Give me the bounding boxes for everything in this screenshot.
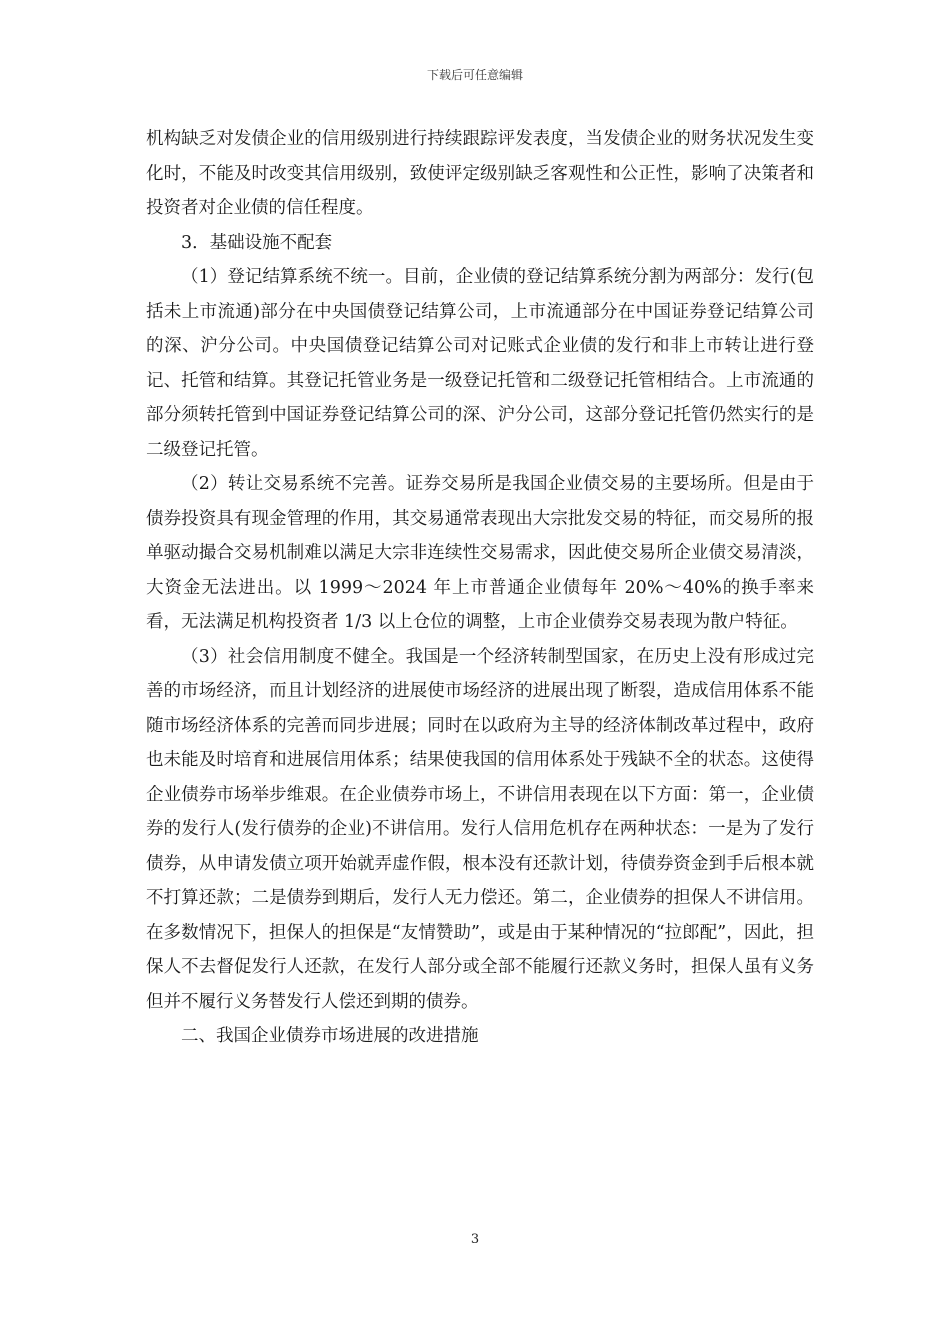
- section-heading-2: 二、我国企业债券市场进展的改进措施: [181, 1026, 479, 1046]
- paragraph-credit-system: （3）社会信用制度不健全。我国是一个经济转制型国家，在历史上没有形成过完善的市场经济，而且计划经济的进展使市场经济的进展出现了断裂，造成信用体系不能随市场经济体系的完善而同步进展；同时在以政府为主导的经济体制改革过程中，政府也未能及时培育和进展信用体系；结果使我国的信用体系处于残缺不全的状态。这使得企业债券市场举步维艰。在企业债券市场上，不讲信用表现在以下方面：第一，企业债券的发行人(发行债券的企业)不讲信用。发行人信用危机存在两种状态：一是为了发行债券，从申请发债立项开始就弄虚作假，根本没有还款计划，待债券资金到手后根本就不打算还款；二是债券到期后，发行人无力偿还。第二，企业债券的担保人不讲信用。在多数情况下，担保人的担保是“友情赞助”，或是由于某种情况的“拉郎配”，因此，担保人不去督促发行人还款，在发行人部分或全部不能履行还款义务时，担保人虽有义务但并不履行义务替发行人偿还到期的债券。: [146, 646, 814, 1012]
- paragraph-trading-system: （2）转让交易系统不完善。证券交易所是我国企业债交易的主要场所。但是由于债券投资具有现金管理的作用，其交易通常表现出大宗批发交易的特征，而交易所的报单驱动撮合交易机制难以满足大宗非连续性交易需求，因此使交易所企业债交易清淡，大资金无法进出。以 1999～2024 年上市普通企业债每年 20%～40%的换手率来看，无法满足机构投资者 1/3 以上仓位的调整，上市企业债券交易表现为散户特征。: [146, 474, 814, 632]
- paragraph-continued: 机构缺乏对发债企业的信用级别进行持续跟踪评发表度，当发债企业的财务状况发生变化时，不能及时改变其信用级别，致使评定级别缺乏客观性和公正性，影响了决策者和投资者对企业债的信任程度。: [146, 129, 814, 218]
- page-number: 3: [470, 1232, 480, 1247]
- section-heading-3: 3．基础设施不配套: [181, 232, 333, 253]
- page-header: 下载后可任意编辑: [426, 68, 523, 82]
- document-body: [146, 122, 814, 1054]
- paragraph-registration-settlement: （1）登记结算系统不统一。目前，企业债的登记结算系统分割为两部分：发行(包括未上市流通)部分在中央国债登记结算公司，上市流通部分在中国证券登记结算公司的深、沪分公司。中央国债登记结算公司对记账式企业债的发行和非上市转让进行登记、托管和结算。其登记托管业务是一级登记托管和二级登记托管相结合。上市流通的部分须转托管到中国证券登记结算公司的深、沪分公司，这部分登记托管仍然实行的是二级登记托管。: [146, 267, 814, 460]
